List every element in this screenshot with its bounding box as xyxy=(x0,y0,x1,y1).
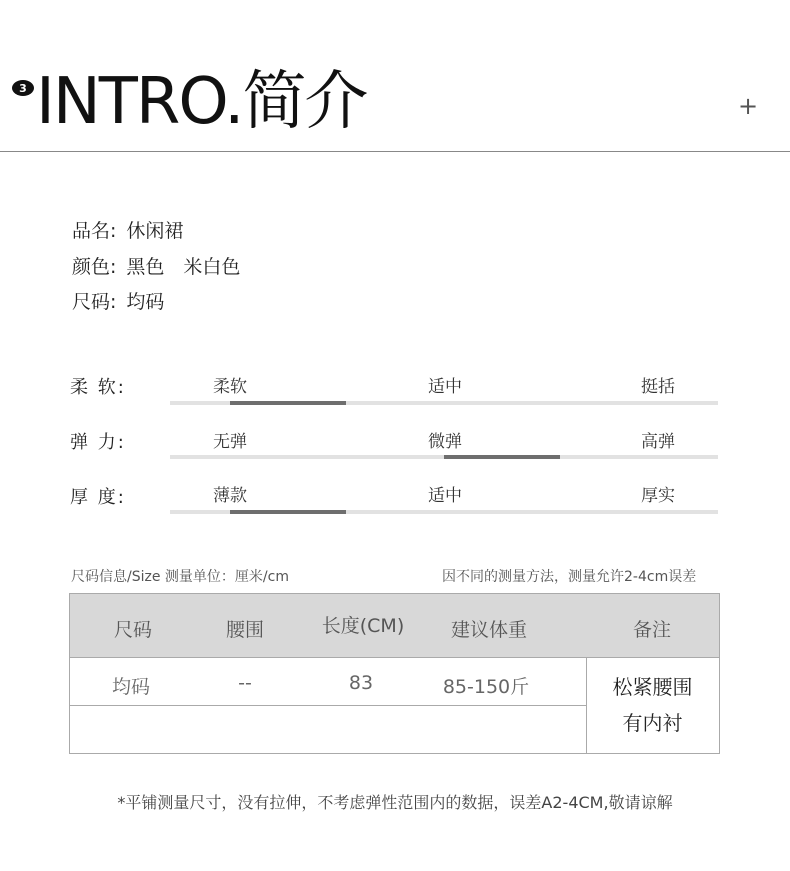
measurement-tolerance-note: 因不同的测量方法，测量允许2-4cm误差 xyxy=(442,569,697,585)
elasticity-scale-fill xyxy=(444,455,560,459)
thickness-scale-fill xyxy=(230,510,346,514)
column-header: 腰围 xyxy=(225,619,265,641)
thickness-option: 薄款 xyxy=(213,486,247,506)
info-label: 品名: xyxy=(72,220,117,242)
softness-option: 适中 xyxy=(428,377,462,397)
table-divider xyxy=(70,705,586,706)
info-name xyxy=(72,216,183,243)
column-header: 备注 xyxy=(632,619,672,641)
number-badge: 3 xyxy=(12,80,34,96)
remark-line: 松紧腰围 xyxy=(612,675,693,699)
info-value: 均码 xyxy=(126,291,165,313)
softness-option: 柔软 xyxy=(213,377,247,397)
thickness-option: 厚实 xyxy=(641,486,675,506)
elasticity-option: 无弹 xyxy=(213,432,247,452)
elasticity-label: 弹 力: xyxy=(70,432,126,453)
table-cell: -- xyxy=(238,672,252,694)
plus-icon[interactable]: + xyxy=(738,92,759,120)
info-label: 尺码: xyxy=(72,291,117,313)
remark-cell xyxy=(586,657,719,753)
measurement-footnote: *平铺测量尺寸，没有拉伸，不考虑弹性范围内的数据，误差A2-4CM,敬请谅解 xyxy=(117,793,673,812)
table-cell: 83 xyxy=(348,672,374,694)
info-label: 颜色: xyxy=(72,256,117,278)
info-value: 黑色 米白色 xyxy=(126,256,241,278)
remark-line: 有内衬 xyxy=(622,711,683,735)
column-header: 长度(CM) xyxy=(321,615,405,637)
page-title: INTRO.简介 xyxy=(36,65,367,139)
softness-label: 柔 软: xyxy=(70,377,126,398)
info-value: 休闲裙 xyxy=(126,220,184,242)
thickness-label: 厚 度: xyxy=(70,487,126,508)
table-cell: 均码 xyxy=(111,676,151,698)
column-header: 尺码 xyxy=(113,619,153,641)
header-divider xyxy=(0,151,790,152)
thickness-option: 适中 xyxy=(428,486,462,506)
thickness-scale xyxy=(170,510,718,514)
softness-scale xyxy=(170,401,718,405)
size-table xyxy=(69,593,720,754)
elasticity-option: 微弹 xyxy=(428,432,462,452)
elasticity-option: 高弹 xyxy=(641,432,675,452)
size-unit-note: 尺码信息/Size 测量单位：厘米/cm xyxy=(71,569,289,585)
table-cell: 85-150斤 xyxy=(442,676,530,698)
elasticity-scale xyxy=(170,455,718,459)
column-header: 建议体重 xyxy=(450,619,528,641)
info-size xyxy=(72,287,164,314)
info-color xyxy=(72,252,240,279)
softness-option: 挺括 xyxy=(641,377,675,397)
softness-scale-fill xyxy=(230,401,346,405)
